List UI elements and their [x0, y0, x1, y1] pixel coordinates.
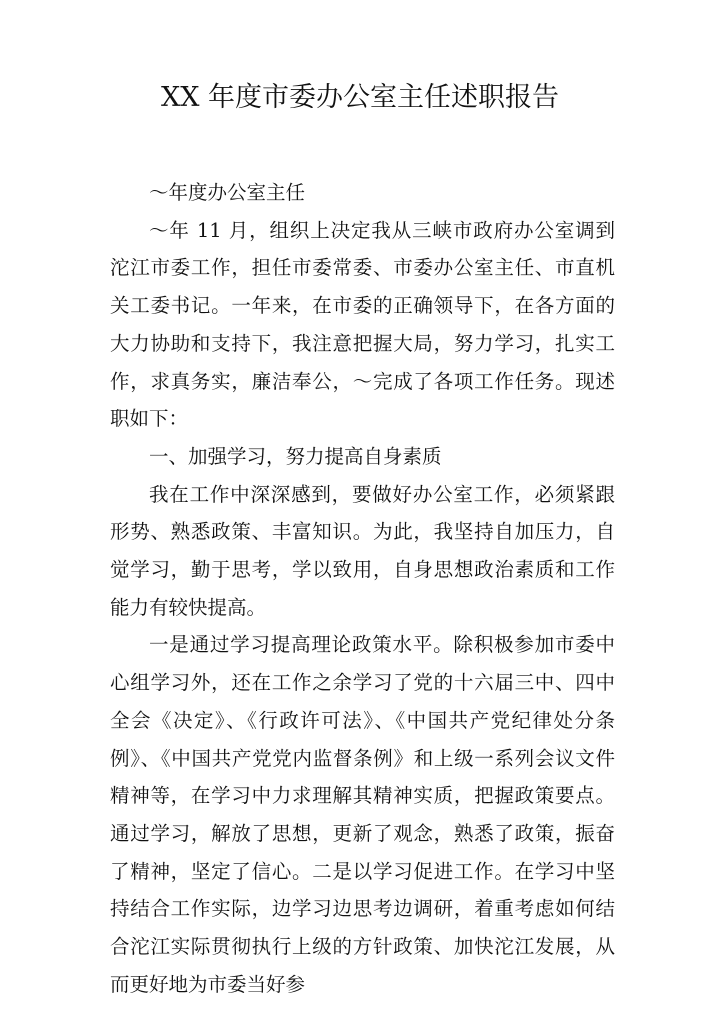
document-title: XX 年度市委办公室主任述职报告 — [160, 82, 560, 113]
body-paragraph: 一是通过学习提高理论政策水平。除积极参加市委中心组学习外，还在工作之余学习了党的十六届三中、四中全会《决定》、《行政许可法》、《中国共产党纪律处分条例》、《中国共产党党内监督条例》和上级一系列会议文件精神等，在学习中力求理解其精神实质，把握政策要点。通过学习，解放了思想，更新了观念，熟悉了政策，振奋了精神，坚定了信心。二是以学习促进工作。在学习中坚持结合工作实际，边学习边思考边调研，着重考虑如何结合沱江实际贯彻执行上级的方针政策、加快沱江发展，从而更好地为市委当好参 — [110, 633, 615, 996]
document-body — [110, 174, 615, 1003]
body-paragraph: 我在工作中深深感到，要做好办公室工作，必须紧跟形势、熟悉政策、丰富知识。为此，我坚持自加压力，自觉学习，勤于思考，学以致用，自身思想政治素质和工作能力有较快提高。 — [110, 482, 615, 619]
body-paragraph: ～年 11 月，组织上决定我从三峡市政府办公室调到沱江市委工作，担任市委常委、市委办公室主任、市直机关工委书记。一年来，在市委的正确领导下，在各方面的大力协助和支持下，我注意把握大局，努力学习，扎实工作，求真务实，廉洁奉公，～完成了各项工作任务。现述职如下： — [110, 218, 615, 431]
document-subtitle: ～年度办公室主任 — [149, 181, 306, 204]
section-heading: 一、加强学习，努力提高自身素质 — [149, 444, 442, 468]
